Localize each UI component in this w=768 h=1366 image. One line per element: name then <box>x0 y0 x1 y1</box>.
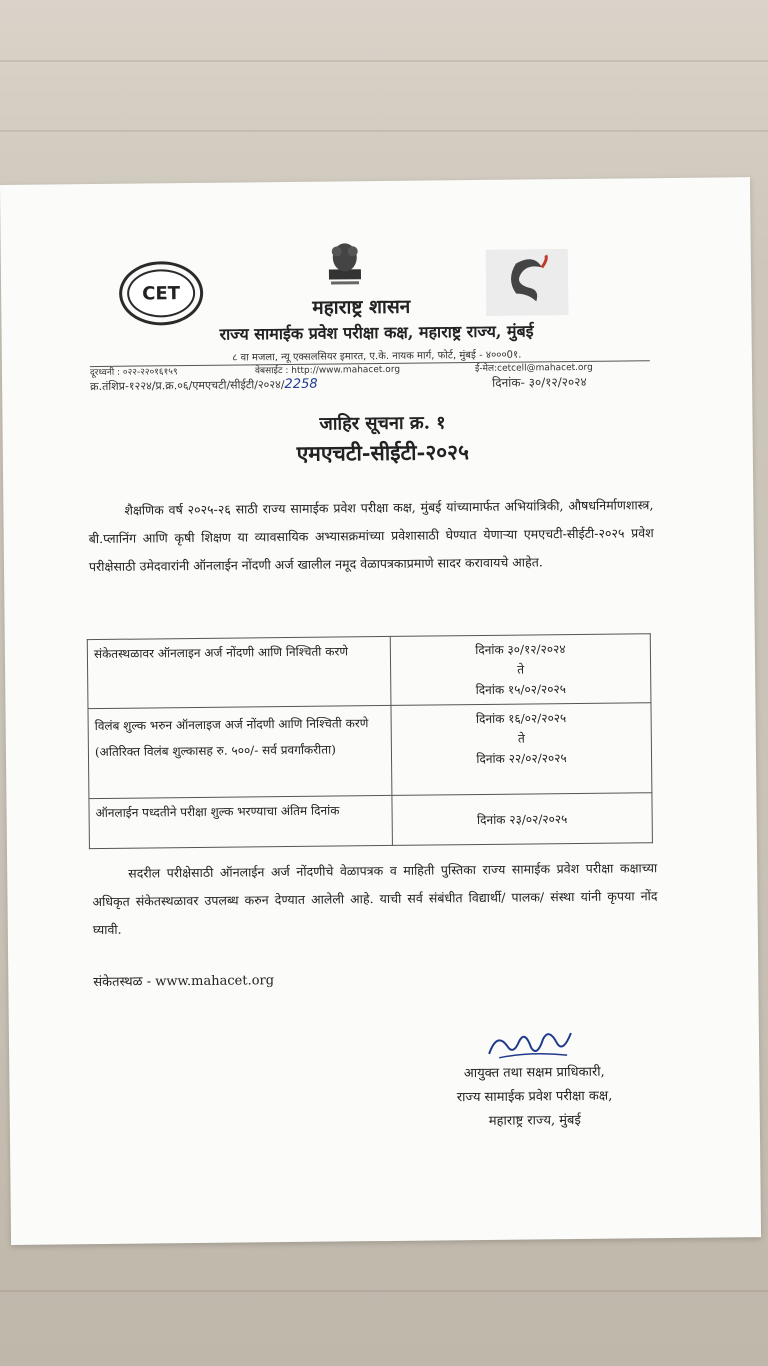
amrit-mahotsav-logo <box>486 249 569 316</box>
website-line: संकेतस्थळ - www.mahacet.org <box>93 973 275 991</box>
intro-paragraph: शैक्षणिक वर्ष २०२५-२६ साठी राज्य सामाईक प्रवेश परीक्षा कक्ष, मुंबई यांच्यामार्फत अभियांत्रिकी, औषधनिर्माणशास्त्र, बी.प्लानिंग आणि कृषी शिक्षण या व्यावसायिक अभ्यासक्रमांच्या प्रवेशासाठी घेण्यात येणाऱ्या एमएचटी-सीईटी-२०२५ प्रवेश परीक्षेसाठी उमेदवारांनी ऑनलाईन नोंदणी अर्ज खालील नमूद वेळापत्रकाप्रमाणे सादर करावायचे आहेत. <box>88 497 654 575</box>
background-grain <box>0 130 768 132</box>
reference-number: क्र.तंशिप्र-१२२४/प्र.क्र.०६/एमएचटी/सीईटी/२०२४/2258 <box>90 376 318 394</box>
issue-date: दिनांक- ३०/१२/२०२४ <box>492 374 587 390</box>
notice-subtitle: एमएचटी-सीईटी-२०२५ <box>296 439 470 466</box>
date-cell: दिनांक २३/०२/२०२५ <box>392 793 653 846</box>
activity-cell: विलंब शुल्क भरुन ऑनलाइज अर्ज नोंदणी आणि निश्चिती करणे (अतिरिक्त विलंब शुल्कासह रु. ५००/- सर्व प्रवर्गांकरीता) <box>88 705 392 798</box>
phone-text: दूरध्वनी : ०२२-२२०१६१५९ <box>89 367 178 379</box>
closing-paragraph: सदरील परीक्षेसाठी ऑनलाईन अर्ज नोंदणीचे वेळापत्रक व माहिती पुस्तिका राज्य सामाईक प्रवेश परीक्षा कक्षाच्या अधिकृत संकेतस्थळावर उपलब्ध करुन देण्यात आलेली आहे. याची सर्व संबंधीत विद्यार्थी/ पालक/ संस्था यांनी कृपया नोंद घ्यावी. <box>92 860 658 938</box>
table-row <box>87 634 651 709</box>
activity-cell: संकेतस्थळावर ऑनलाइन अर्ज नोंदणी आणि निश्चिती करणे <box>87 636 391 708</box>
signature <box>479 1023 579 1064</box>
signatory-location: महाराष्ट्र राज्य, मुंबई <box>488 1112 581 1129</box>
government-heading: महाराष्ट्र शासन <box>312 295 411 319</box>
date-cell: दिनांक ३०/१२/२०२४ ते दिनांक १५/०२/२०२५ <box>390 634 651 706</box>
signatory-office: राज्य सामाईक प्रवेश परीक्षा कक्ष, <box>456 1088 613 1106</box>
signatory-title: आयुक्त तथा सक्षम प्राधिकारी, <box>463 1064 605 1082</box>
notice-document <box>0 177 761 1245</box>
background-grain <box>0 60 768 62</box>
state-emblem-icon <box>323 239 368 293</box>
office-heading: राज्य सामाईक प्रवेश परीक्षा कक्ष, महाराष्ट्र राज्य, मुंबई <box>219 321 534 344</box>
handwritten-number: 2258 <box>284 376 318 393</box>
email-text: ई-मेल:cetcell@mahacet.org <box>474 362 593 375</box>
table-row <box>88 703 652 799</box>
office-address: ८ वा मजला, न्यू एक्सलसियर इमारत, ए.के. नायक मार्ग, फोर्ट, मुंबई - ४०००0१. <box>232 349 522 364</box>
cet-cell-logo: CET <box>119 261 204 326</box>
signatory-block <box>409 1060 660 1135</box>
website-text: वेबसाईट : http://www.mahacet.org <box>254 364 401 377</box>
background-grain <box>0 1290 768 1292</box>
date-cell: दिनांक १६/०२/२०२५ ते दिनांक २२/०२/२०२५ <box>391 703 652 796</box>
notice-title: जाहिर सूचना क्र. १ <box>319 412 446 435</box>
schedule-table <box>87 633 653 849</box>
table-row <box>89 793 652 849</box>
activity-cell: ऑनलाईन पध्दतीने परीक्षा शुल्क भरण्याचा अंतिम दिनांक <box>89 795 393 848</box>
